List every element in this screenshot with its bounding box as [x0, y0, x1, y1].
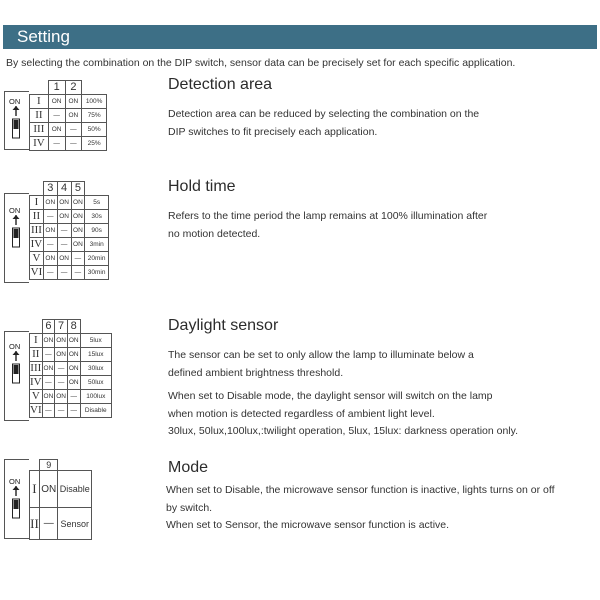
- dip-cell: ON: [48, 122, 65, 136]
- dip-cell: —: [71, 251, 85, 265]
- section-header-bar: [3, 25, 597, 49]
- row-numeral: IV: [30, 136, 49, 150]
- dip-value: Sensor: [58, 508, 92, 540]
- dip-cell: ON: [55, 347, 68, 361]
- dip-cell: —: [55, 403, 68, 417]
- intro-text: By selecting the combination on the DIP switch, sensor data can be precisely set for each specific application.: [6, 57, 516, 69]
- dip-value: 75%: [82, 108, 107, 122]
- dip-header: 4: [57, 182, 71, 196]
- dip-value: Disable: [58, 471, 92, 508]
- row-numeral: IV: [30, 238, 43, 250]
- row-numeral: VI: [30, 404, 42, 416]
- dip-value: 50lux: [80, 375, 111, 389]
- page-title: Setting: [17, 27, 70, 46]
- desc-line: when motion is detected regardless of ambient light level.: [168, 407, 435, 420]
- dip-cell: —: [57, 237, 71, 251]
- dip-cell: ON: [67, 333, 80, 347]
- desc-line: by switch.: [166, 501, 213, 514]
- desc-line: no motion detected.: [168, 227, 261, 240]
- row-numeral: I: [30, 333, 43, 347]
- table-row: [30, 237, 109, 251]
- dip-cell: ON: [65, 108, 82, 122]
- dip-value: 100%: [82, 94, 107, 108]
- dip-cell: ON: [39, 471, 58, 508]
- table-row: [30, 347, 112, 361]
- dip-value: 90s: [85, 223, 109, 237]
- on-label: ON: [9, 477, 21, 486]
- dip-switch-icon: [10, 106, 22, 142]
- dip-cell: ON: [67, 347, 80, 361]
- table-row: [30, 471, 92, 508]
- dip-value: 30lux: [80, 361, 111, 375]
- desc-line: Detection area can be reduced by selecting the combination on the: [168, 108, 480, 120]
- dip-value: 30min: [85, 265, 109, 279]
- dip-cell: ON: [71, 223, 85, 237]
- dip-cell: —: [65, 136, 82, 150]
- dip-cell: ON: [67, 361, 80, 375]
- dip-cell: —: [48, 136, 65, 150]
- dip-cell: ON: [43, 251, 57, 265]
- dip-header: 2: [65, 81, 82, 95]
- section-title-hold: Hold time: [168, 178, 236, 195]
- on-label: ON: [9, 342, 21, 351]
- table-row: [30, 361, 112, 375]
- dip-value: 5s: [85, 195, 109, 209]
- dip-cell: —: [67, 403, 80, 417]
- row-numeral: III: [30, 122, 49, 136]
- dip-header: 1: [48, 81, 65, 95]
- dip-cell: —: [57, 223, 71, 237]
- table-row: [30, 508, 92, 540]
- table-row: [30, 209, 109, 223]
- dip-value: 25%: [82, 136, 107, 150]
- dip-cell: ON: [71, 209, 85, 223]
- dip-switch-icon: [10, 351, 22, 387]
- section-desc-hold: [168, 208, 487, 243]
- dip-cell: —: [48, 108, 65, 122]
- on-label: ON: [9, 206, 21, 215]
- dip-header: 6: [42, 320, 55, 334]
- desc-line: When set to Disable mode, the daylight sensor will switch on the lamp: [168, 390, 493, 402]
- desc-line: When set to Disable, the microwave sensor function is inactive, lights turns on or off: [166, 484, 555, 496]
- dip-cell: —: [39, 508, 58, 540]
- table-row: [30, 136, 107, 150]
- dip-cell: —: [43, 237, 57, 251]
- dip-cell: ON: [42, 361, 55, 375]
- desc-line: 30lux, 50lux,100lux,:twilight operation, 5lux, 15lux: darkness operation only.: [168, 425, 519, 437]
- row-numeral: III: [30, 362, 42, 374]
- row-numeral: V: [30, 389, 43, 403]
- dip-cell: —: [65, 122, 82, 136]
- dip-header: 9: [39, 460, 58, 471]
- desc-line: DIP switches to fit precisely each application.: [168, 125, 378, 138]
- dip-value: 5lux: [80, 333, 111, 347]
- section-desc-mode: [166, 482, 555, 535]
- dip-cell: ON: [48, 94, 65, 108]
- dip-header: 5: [71, 182, 85, 196]
- row-numeral: I: [30, 195, 44, 209]
- table-row: [30, 403, 112, 417]
- dip-value: 50%: [82, 122, 107, 136]
- row-numeral: III: [30, 224, 42, 236]
- table-row: [30, 94, 107, 108]
- dip-cell: —: [42, 403, 55, 417]
- desc-line: The sensor can be set to only allow the lamp to illuminate below a: [168, 349, 474, 361]
- dip-cell: ON: [43, 223, 57, 237]
- dip-cell: —: [42, 375, 55, 389]
- dip-value: 15lux: [80, 347, 111, 361]
- on-label: ON: [9, 97, 21, 106]
- table-row: [30, 122, 107, 136]
- dip-table-mode: [29, 459, 92, 540]
- table-row: [30, 333, 112, 347]
- dip-cell: ON: [55, 389, 68, 403]
- dip-cell: —: [67, 389, 80, 403]
- dip-cell: ON: [42, 389, 55, 403]
- row-numeral: II: [30, 347, 43, 361]
- dip-cell: —: [43, 265, 57, 279]
- dip-cell: —: [42, 347, 55, 361]
- section-desc-detection: [168, 106, 479, 141]
- desc-line: Refers to the time period the lamp remains at 100% illumination after: [168, 210, 488, 222]
- dip-value: 100lux: [80, 389, 111, 403]
- table-row: [30, 375, 112, 389]
- dip-header: 7: [55, 320, 68, 334]
- dip-cell: —: [71, 265, 85, 279]
- dip-cell: ON: [65, 94, 82, 108]
- row-numeral: II: [30, 508, 40, 540]
- dip-cell: —: [43, 209, 57, 223]
- dip-cell: ON: [71, 237, 85, 251]
- row-numeral: I: [30, 471, 40, 508]
- row-numeral: I: [30, 94, 49, 108]
- dip-cell: ON: [42, 333, 55, 347]
- dip-header: 8: [67, 320, 80, 334]
- row-numeral: V: [30, 251, 44, 265]
- dip-switch-icon: [10, 215, 22, 251]
- section-title-mode: Mode: [168, 459, 209, 476]
- dip-cell: —: [57, 265, 71, 279]
- table-row: [30, 195, 109, 209]
- dip-cell: —: [55, 361, 68, 375]
- dip-cell: —: [55, 375, 68, 389]
- dip-value: 30s: [85, 209, 109, 223]
- table-row: [30, 389, 112, 403]
- table-row: [30, 223, 109, 237]
- dip-switch-icon: [10, 486, 22, 522]
- dip-cell: ON: [57, 195, 71, 209]
- table-row: [30, 251, 109, 265]
- desc-line: When set to Sensor, the microwave sensor function is active.: [166, 519, 450, 531]
- dip-cell: ON: [71, 195, 85, 209]
- dip-cell: ON: [67, 375, 80, 389]
- dip-cell: ON: [57, 209, 71, 223]
- dip-value: 3min: [85, 237, 109, 251]
- dip-table-detection: [29, 80, 107, 151]
- section-title-daylight: Daylight sensor: [168, 317, 279, 334]
- dip-value: Disable: [80, 403, 111, 417]
- row-numeral: II: [30, 108, 49, 122]
- row-numeral: VI: [30, 266, 43, 278]
- section-title-detection: Detection area: [168, 76, 273, 93]
- desc-line: defined ambient brightness threshold.: [168, 366, 344, 379]
- dip-cell: ON: [43, 195, 57, 209]
- row-numeral: IV: [30, 376, 42, 388]
- dip-cell: ON: [55, 333, 68, 347]
- row-numeral: II: [30, 209, 44, 223]
- table-row: [30, 108, 107, 122]
- table-row: [30, 265, 109, 279]
- dip-table-daylight: [29, 319, 112, 418]
- dip-value: 20min: [85, 251, 109, 265]
- dip-cell: ON: [57, 251, 71, 265]
- dip-table-hold: [29, 181, 109, 280]
- dip-header: 3: [43, 182, 57, 196]
- section-desc-daylight: [168, 347, 518, 441]
